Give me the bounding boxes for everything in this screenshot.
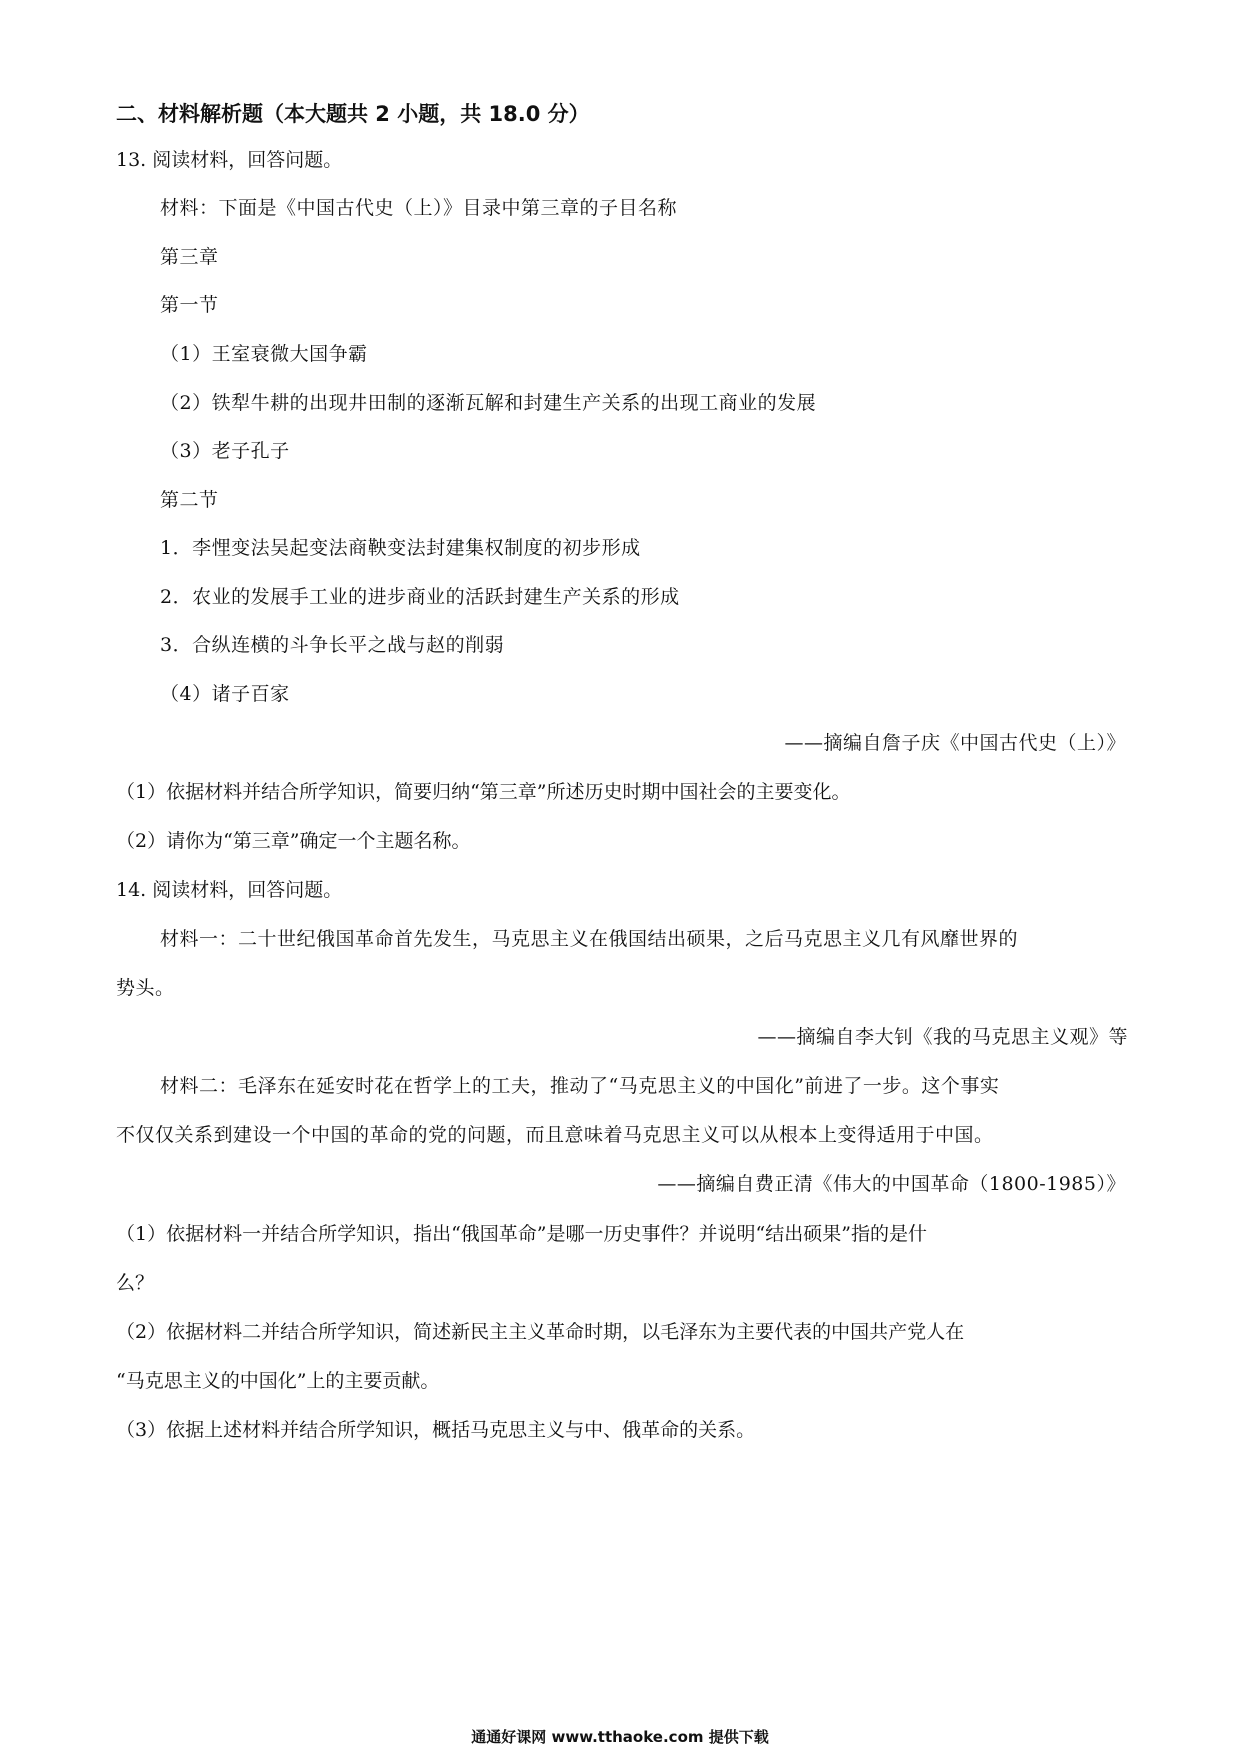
q13-s2-item-4: （4）诸子百家 (160, 683, 290, 705)
q13-question-2: （2）请你为“第三章”确定一个主题名称。 (116, 830, 471, 852)
q14-material2-line2: 不仅仅关系到建设一个中国的革命的党的问题，而且意味着马克思主义可以从根本上变得适用于中国。 (116, 1124, 994, 1146)
q13-stem: 13. 阅读材料，回答问题。 (116, 149, 343, 171)
q14-question-1-line1: （1）依据材料一并结合所学知识，指出“俄国革命”是哪一历史事件？并说明“结出硕果”指的是什 (116, 1223, 927, 1245)
q13-s2-item-3: 3．合纵连横的斗争长平之战与赵的削弱 (160, 634, 505, 656)
q13-s2-item-2: 2．农业的发展手工业的进步商业的活跃封建生产关系的形成 (160, 586, 680, 608)
q14-source1: ——摘编自李大钊《我的马克思主义观》等 (757, 1026, 1128, 1048)
footer-watermark: 通通好课网 www.tthaoke.com 提供下载 (471, 1728, 769, 1746)
q13-s1-item-2: （2）铁犁牛耕的出现井田制的逐渐瓦解和封建生产关系的出现工商业的发展 (160, 392, 817, 414)
q14-question-3: （3）依据上述材料并结合所学知识，概括马克思主义与中、俄革命的关系。 (116, 1419, 756, 1441)
q13-chapter: 第三章 (160, 246, 219, 268)
section-title: 二、材料解析题（本大题共 2 小题，共 18.0 分） (116, 102, 590, 126)
q14-material1-line1: 材料一：二十世纪俄国革命首先发生，马克思主义在俄国结出硕果，之后马克思主义几有风靡世界的 (160, 928, 1019, 950)
q14-question-1-line2: 么？ (116, 1272, 155, 1294)
q13-source: ——摘编自詹子庆《中国古代史（上）》 (784, 732, 1126, 754)
q13-section2: 第二节 (160, 489, 219, 511)
q14-stem: 14. 阅读材料，回答问题。 (116, 879, 343, 901)
q14-material2-line1: 材料二：毛泽东在延安时花在哲学上的工夫，推动了“马克思主义的中国化”前进了一步。这个事实 (160, 1075, 1000, 1097)
q13-section1: 第一节 (160, 294, 219, 316)
q13-s1-item-3: （3）老子孔子 (160, 440, 290, 462)
q13-s2-item-1: 1．李悝变法吴起变法商鞅变法封建集权制度的初步形成 (160, 537, 641, 559)
q13-material-intro: 材料：下面是《中国古代史（上）》目录中第三章的子目名称 (160, 197, 678, 219)
q14-material1-line2: 势头。 (116, 977, 175, 999)
q13-s1-item-1: （1）王室衰微大国争霸 (160, 343, 368, 365)
q14-question-2-line2: “马克思主义的中国化”上的主要贡献。 (116, 1370, 440, 1392)
q14-question-2-line1: （2）依据材料二并结合所学知识，简述新民主主义革命时期，以毛泽东为主要代表的中国共产党人在 (116, 1321, 965, 1343)
q13-question-1: （1）依据材料并结合所学知识，简要归纳“第三章”所述历史时期中国社会的主要变化。 (116, 781, 851, 803)
q14-source2: ——摘编自费正清《伟大的中国革命（1800-1985）》 (657, 1173, 1126, 1195)
